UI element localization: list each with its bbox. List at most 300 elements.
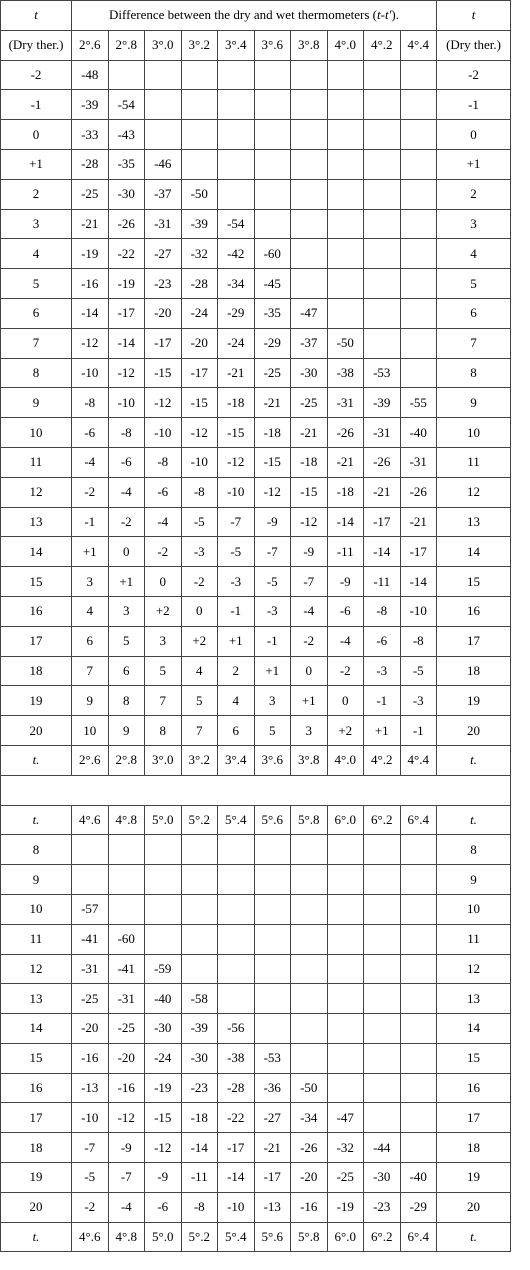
value-cell: -31	[108, 984, 145, 1014]
value-cell	[72, 865, 109, 895]
value-cell: -28	[218, 1073, 255, 1103]
row-t-left: 4	[1, 239, 72, 269]
value-cell: 7	[72, 656, 109, 686]
row-t-right: 19	[437, 686, 511, 716]
value-cell: -23	[181, 1073, 218, 1103]
row-t-left: 2	[1, 179, 72, 209]
value-cell: -18	[291, 447, 328, 477]
value-cell: -2	[145, 537, 182, 567]
value-cell: +2	[181, 626, 218, 656]
value-cell: -26	[108, 209, 145, 239]
value-cell: -60	[254, 239, 291, 269]
value-cell: -12	[181, 418, 218, 448]
value-cell: -12	[108, 1103, 145, 1133]
table-title-formula: t-t'	[377, 7, 392, 23]
value-cell	[291, 179, 328, 209]
value-cell: -39	[72, 90, 109, 120]
value-cell	[327, 835, 364, 865]
value-cell: -25	[291, 388, 328, 418]
value-cell: -3	[400, 686, 437, 716]
value-cell: -17	[218, 1133, 255, 1163]
value-cell	[254, 120, 291, 150]
value-cell: 0	[327, 686, 364, 716]
value-cell: 4	[181, 656, 218, 686]
value-cell: -4	[108, 1192, 145, 1222]
value-cell	[364, 954, 401, 984]
column-footer: 5°.2	[181, 1222, 218, 1252]
value-cell: -59	[145, 954, 182, 984]
value-cell	[400, 149, 437, 179]
value-cell: -40	[400, 1163, 437, 1193]
value-cell: -4	[327, 626, 364, 656]
value-cell	[291, 209, 328, 239]
column-header: 5°.8	[291, 805, 328, 835]
value-cell	[291, 835, 328, 865]
value-cell	[291, 1014, 328, 1044]
value-cell	[327, 120, 364, 150]
row-t-right: 6	[437, 298, 511, 328]
row-t-right: 14	[437, 1014, 511, 1044]
value-cell: -5	[72, 1163, 109, 1193]
value-cell: -42	[218, 239, 255, 269]
value-cell	[218, 120, 255, 150]
row-t-left: 14	[1, 537, 72, 567]
table-row	[1, 954, 511, 984]
column-header: 4°.2	[364, 30, 401, 60]
value-cell	[327, 179, 364, 209]
value-cell: -31	[72, 954, 109, 984]
value-cell: -9	[145, 1163, 182, 1193]
value-cell	[364, 328, 401, 358]
row-t-right: t.	[437, 805, 511, 835]
column-footer: 4°.4	[400, 745, 437, 775]
value-cell: -8	[108, 418, 145, 448]
value-cell: -16	[72, 1043, 109, 1073]
value-cell: -6	[145, 1192, 182, 1222]
value-cell: -21	[218, 358, 255, 388]
value-cell: -2	[327, 656, 364, 686]
column-footer: 3°.8	[291, 745, 328, 775]
value-cell: -14	[364, 537, 401, 567]
row-t-left: -1	[1, 90, 72, 120]
value-cell: -3	[181, 537, 218, 567]
value-cell: -17	[145, 328, 182, 358]
value-cell	[218, 149, 255, 179]
value-cell: -22	[108, 239, 145, 269]
value-cell: -38	[218, 1043, 255, 1073]
value-cell: 9	[72, 686, 109, 716]
value-cell: -21	[72, 209, 109, 239]
row-t-left: 13	[1, 984, 72, 1014]
value-cell	[364, 209, 401, 239]
value-cell	[291, 60, 328, 90]
value-cell	[145, 835, 182, 865]
table-row	[1, 447, 511, 477]
row-t-right: 16	[437, 596, 511, 626]
value-cell: -46	[145, 149, 182, 179]
column-header: 6°.2	[364, 805, 401, 835]
value-cell: -5	[400, 656, 437, 686]
value-cell: -39	[181, 1014, 218, 1044]
header-t-right: t	[437, 1, 511, 31]
value-cell: 0	[145, 567, 182, 597]
value-cell	[364, 924, 401, 954]
value-cell: -14	[108, 328, 145, 358]
table-row	[1, 894, 511, 924]
table-row	[1, 507, 511, 537]
value-cell: -8	[400, 626, 437, 656]
value-cell: -20	[108, 1043, 145, 1073]
row-t-left: 9	[1, 865, 72, 895]
value-cell: -14	[218, 1163, 255, 1193]
value-cell	[181, 90, 218, 120]
value-cell: -14	[400, 567, 437, 597]
row-t-right: 12	[437, 477, 511, 507]
row-t-right: 17	[437, 626, 511, 656]
value-cell: 9	[108, 716, 145, 746]
value-cell: 3	[291, 716, 328, 746]
row-t-left: 10	[1, 894, 72, 924]
value-cell	[327, 269, 364, 299]
row-t-right: 10	[437, 894, 511, 924]
value-cell	[181, 954, 218, 984]
row-t-left: 5	[1, 269, 72, 299]
header-dry-right: (Dry ther.)	[437, 30, 511, 60]
column-header: 5°.2	[181, 805, 218, 835]
value-cell: -10	[400, 596, 437, 626]
value-cell: -29	[400, 1192, 437, 1222]
value-cell: -40	[145, 984, 182, 1014]
value-cell: -26	[400, 477, 437, 507]
section2-footer-row	[1, 1222, 511, 1252]
value-cell: -16	[72, 269, 109, 299]
table-row	[1, 596, 511, 626]
row-t-right: 0	[437, 120, 511, 150]
row-t-right: +1	[437, 149, 511, 179]
value-cell: -26	[327, 418, 364, 448]
value-cell: -21	[364, 477, 401, 507]
value-cell	[400, 209, 437, 239]
value-cell: -4	[108, 477, 145, 507]
value-cell: -12	[291, 507, 328, 537]
value-cell: 10	[72, 716, 109, 746]
value-cell	[291, 954, 328, 984]
column-footer: 6°.4	[400, 1222, 437, 1252]
value-cell	[400, 60, 437, 90]
table-row	[1, 984, 511, 1014]
row-t-left: 10	[1, 418, 72, 448]
value-cell: -39	[364, 388, 401, 418]
column-header: 5°.0	[145, 805, 182, 835]
value-cell: -31	[145, 209, 182, 239]
row-t-left: -2	[1, 60, 72, 90]
value-cell: +1	[108, 567, 145, 597]
column-header: 3°.0	[145, 30, 182, 60]
value-cell: -39	[181, 209, 218, 239]
value-cell	[364, 894, 401, 924]
value-cell	[327, 954, 364, 984]
value-cell: -19	[108, 269, 145, 299]
column-header: 6°.0	[327, 805, 364, 835]
value-cell: -11	[364, 567, 401, 597]
value-cell: -1	[254, 626, 291, 656]
value-cell	[327, 90, 364, 120]
value-cell	[364, 239, 401, 269]
column-footer: 2°.8	[108, 745, 145, 775]
value-cell: -21	[291, 418, 328, 448]
value-cell: 3	[145, 626, 182, 656]
table-title-text: Difference between the dry and wet thermometers (	[109, 7, 377, 23]
value-cell: -30	[181, 1043, 218, 1073]
value-cell: -21	[254, 388, 291, 418]
value-cell: -10	[72, 1103, 109, 1133]
value-cell: -34	[291, 1103, 328, 1133]
value-cell: -17	[108, 298, 145, 328]
value-cell	[108, 60, 145, 90]
value-cell: -6	[72, 418, 109, 448]
value-cell: 3	[108, 596, 145, 626]
value-cell: 6	[108, 656, 145, 686]
value-cell	[364, 149, 401, 179]
value-cell: -19	[145, 1073, 182, 1103]
value-cell: -8	[72, 388, 109, 418]
value-cell: -2	[72, 477, 109, 507]
value-cell	[400, 239, 437, 269]
table-row	[1, 239, 511, 269]
table-row	[1, 626, 511, 656]
value-cell	[108, 865, 145, 895]
value-cell: -55	[400, 388, 437, 418]
value-cell: -30	[291, 358, 328, 388]
value-cell	[291, 1043, 328, 1073]
value-cell	[400, 179, 437, 209]
value-cell: -35	[254, 298, 291, 328]
value-cell: +1	[72, 537, 109, 567]
value-cell: -12	[218, 447, 255, 477]
value-cell: -11	[181, 1163, 218, 1193]
value-cell: -27	[254, 1103, 291, 1133]
row-t-right: 8	[437, 835, 511, 865]
value-cell: +1	[291, 686, 328, 716]
value-cell: -36	[254, 1073, 291, 1103]
row-t-left: +1	[1, 149, 72, 179]
value-cell	[254, 1014, 291, 1044]
header-row-title	[1, 1, 511, 31]
value-cell: -10	[72, 358, 109, 388]
value-cell: -15	[145, 358, 182, 388]
value-cell: 5	[254, 716, 291, 746]
value-cell	[400, 358, 437, 388]
value-cell	[400, 894, 437, 924]
value-cell: -50	[291, 1073, 328, 1103]
row-t-right: 8	[437, 358, 511, 388]
value-cell	[400, 924, 437, 954]
value-cell	[364, 865, 401, 895]
value-cell: -24	[145, 1043, 182, 1073]
table-row	[1, 298, 511, 328]
value-cell	[400, 328, 437, 358]
table-row	[1, 1073, 511, 1103]
value-cell: -19	[327, 1192, 364, 1222]
row-t-right: 18	[437, 1133, 511, 1163]
value-cell: -6	[108, 447, 145, 477]
value-cell	[400, 835, 437, 865]
value-cell	[254, 149, 291, 179]
row-t-right: -1	[437, 90, 511, 120]
value-cell	[291, 865, 328, 895]
value-cell	[254, 835, 291, 865]
column-footer: 6°.2	[364, 1222, 401, 1252]
value-cell: -9	[108, 1133, 145, 1163]
value-cell: -8	[364, 596, 401, 626]
column-footer: 4°.6	[72, 1222, 109, 1252]
value-cell: -29	[218, 298, 255, 328]
value-cell: -4	[145, 507, 182, 537]
value-cell: -5	[181, 507, 218, 537]
row-t-left: 11	[1, 924, 72, 954]
value-cell	[254, 179, 291, 209]
value-cell: -24	[218, 328, 255, 358]
row-t-left: 13	[1, 507, 72, 537]
value-cell: -28	[181, 269, 218, 299]
value-cell: 5	[181, 686, 218, 716]
value-cell: -37	[145, 179, 182, 209]
value-cell: -14	[327, 507, 364, 537]
value-cell: 5	[108, 626, 145, 656]
row-t-left: 14	[1, 1014, 72, 1044]
value-cell: 7	[145, 686, 182, 716]
value-cell: -43	[108, 120, 145, 150]
column-footer: 3°.4	[218, 745, 255, 775]
row-t-right: 11	[437, 924, 511, 954]
value-cell: -23	[145, 269, 182, 299]
value-cell: -40	[400, 418, 437, 448]
value-cell	[327, 1014, 364, 1044]
value-cell	[400, 1014, 437, 1044]
table-row	[1, 567, 511, 597]
value-cell: -28	[72, 149, 109, 179]
value-cell: -5	[254, 567, 291, 597]
value-cell	[254, 865, 291, 895]
value-cell	[218, 179, 255, 209]
column-header: 5°.6	[254, 805, 291, 835]
row-t-left: 16	[1, 596, 72, 626]
row-t-right: 9	[437, 865, 511, 895]
column-footer: 6°.0	[327, 1222, 364, 1252]
value-cell	[327, 984, 364, 1014]
value-cell: -31	[327, 388, 364, 418]
value-cell: -50	[181, 179, 218, 209]
table-row	[1, 1103, 511, 1133]
table-row	[1, 716, 511, 746]
value-cell	[327, 924, 364, 954]
value-cell: -18	[254, 418, 291, 448]
value-cell	[364, 60, 401, 90]
value-cell: -18	[327, 477, 364, 507]
value-cell: -7	[218, 507, 255, 537]
value-cell: -8	[181, 477, 218, 507]
value-cell: -60	[108, 924, 145, 954]
row-t-right: 9	[437, 388, 511, 418]
row-t-right: 20	[437, 1192, 511, 1222]
header-t-left: t	[1, 1, 72, 31]
value-cell: -29	[254, 328, 291, 358]
value-cell: -18	[181, 1103, 218, 1133]
value-cell: -31	[400, 447, 437, 477]
value-cell	[364, 1073, 401, 1103]
value-cell: -30	[108, 179, 145, 209]
value-cell: -53	[364, 358, 401, 388]
value-cell	[181, 924, 218, 954]
value-cell	[364, 1103, 401, 1133]
row-t-right: 4	[437, 239, 511, 269]
table-row	[1, 120, 511, 150]
value-cell: -7	[291, 567, 328, 597]
row-t-right: 3	[437, 209, 511, 239]
value-cell	[291, 239, 328, 269]
value-cell: -20	[291, 1163, 328, 1193]
value-cell	[181, 120, 218, 150]
table-row	[1, 1192, 511, 1222]
value-cell: 6	[218, 716, 255, 746]
value-cell: -12	[145, 388, 182, 418]
value-cell: 0	[291, 656, 328, 686]
column-footer: 4°.0	[327, 745, 364, 775]
row-t-left: 0	[1, 120, 72, 150]
table-row	[1, 1163, 511, 1193]
value-cell: +2	[327, 716, 364, 746]
row-t-right: t.	[437, 745, 511, 775]
value-cell: -7	[108, 1163, 145, 1193]
value-cell: -1	[400, 716, 437, 746]
row-t-right: 16	[437, 1073, 511, 1103]
value-cell: -21	[327, 447, 364, 477]
value-cell: -25	[327, 1163, 364, 1193]
column-footer: 3°.2	[181, 745, 218, 775]
value-cell: -24	[181, 298, 218, 328]
value-cell: 6	[72, 626, 109, 656]
value-cell: 3	[254, 686, 291, 716]
value-cell	[145, 90, 182, 120]
value-cell: -17	[254, 1163, 291, 1193]
value-cell	[145, 120, 182, 150]
value-cell: -33	[72, 120, 109, 150]
row-t-left: 12	[1, 954, 72, 984]
row-t-left: 11	[1, 447, 72, 477]
value-cell	[327, 209, 364, 239]
value-cell: -32	[327, 1133, 364, 1163]
row-t-left: t.	[1, 1222, 72, 1252]
value-cell: -18	[218, 388, 255, 418]
value-cell: -41	[108, 954, 145, 984]
column-header: 3°.6	[254, 30, 291, 60]
row-t-right: 14	[437, 537, 511, 567]
value-cell: -10	[108, 388, 145, 418]
value-cell: -2	[108, 507, 145, 537]
row-t-left: 8	[1, 835, 72, 865]
value-cell: -30	[145, 1014, 182, 1044]
value-cell	[181, 894, 218, 924]
value-cell	[400, 984, 437, 1014]
value-cell: 4	[72, 596, 109, 626]
row-t-right: 10	[437, 418, 511, 448]
value-cell: -22	[218, 1103, 255, 1133]
table-row	[1, 358, 511, 388]
value-cell: -48	[72, 60, 109, 90]
value-cell	[254, 894, 291, 924]
row-t-left: 3	[1, 209, 72, 239]
value-cell: -17	[181, 358, 218, 388]
